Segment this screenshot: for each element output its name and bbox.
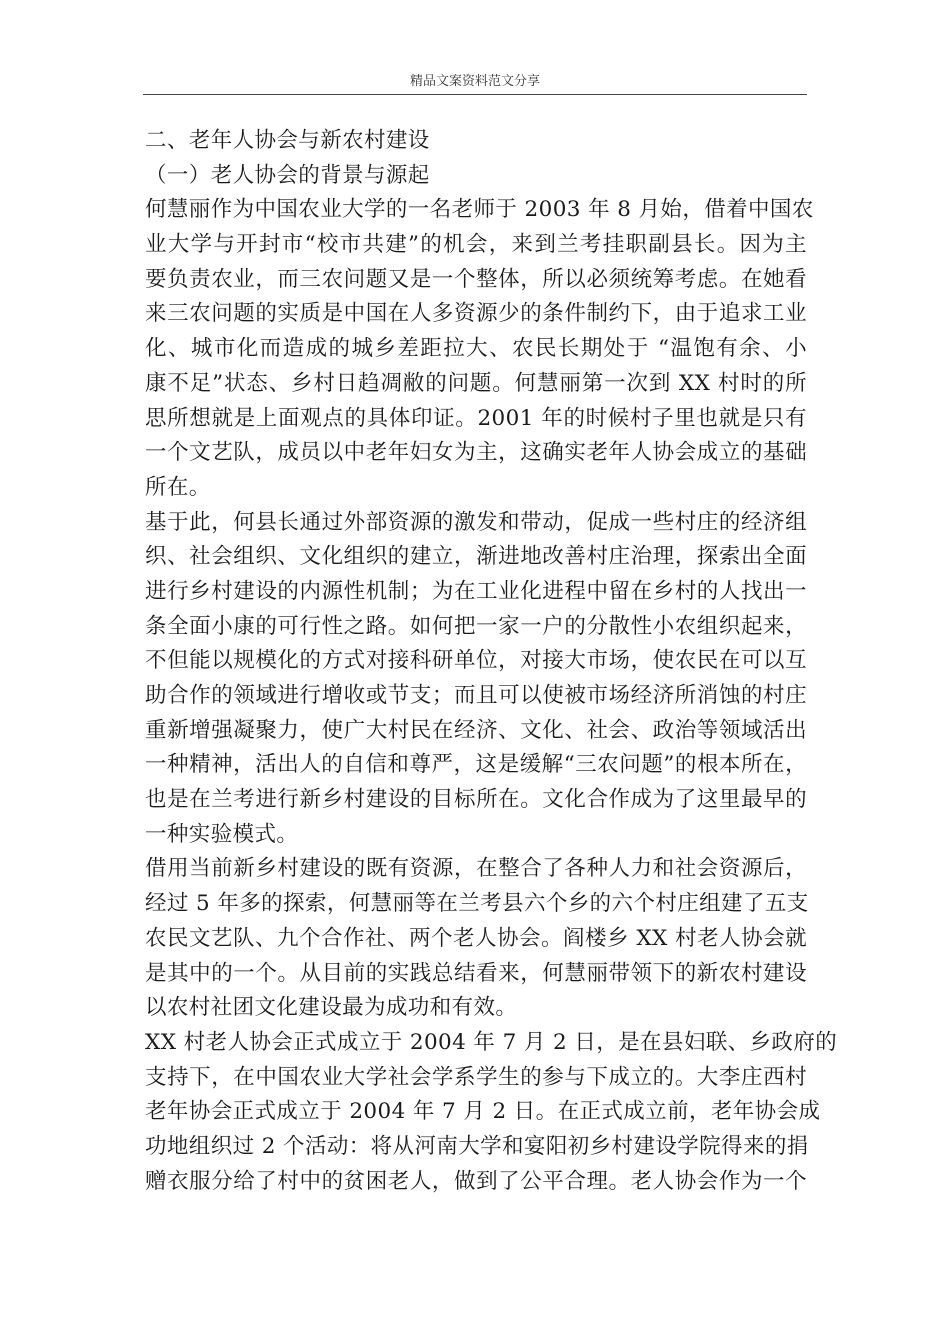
subsection-heading: （一）老人协会的背景与源起 [145,162,430,188]
text-line: XX 村老人协会正式成立于 2004 年 7 月 2 日，是在县妇联、乡政府的 [145,1029,838,1055]
text-line: 一种实验模式。 [145,821,299,847]
text-line: 一种精神，活出人的自信和尊严，这是缓解“三农问题”的根本所在， [145,752,807,778]
text-line: 来三农问题的实质是中国在人多资源少的条件制约下，由于追求工业 [145,301,807,327]
text-line: 借用当前新乡村建设的既有资源，在整合了各种人力和社会资源后， [145,856,807,882]
text-line: 条全面小康的可行性之路。如何把一家一户的分散性小农组织起来， [145,613,807,639]
section-heading: 二、老年人协会与新农村建设 [145,128,430,153]
header-divider [143,94,807,95]
text-line: 业大学与开封市“校市共建”的机会，来到兰考挂职副县长。因为主 [145,232,807,258]
page-header: 精品文案资料范文分享 [409,74,540,89]
text-line: 老年协会正式成立于 2004 年 7 月 2 日。在正式成立前，老年协会成 [145,1099,821,1125]
text-line: 思所想就是上面观点的具体印证。2001 年的时候村子里也就是只有 [145,405,807,431]
text-line: 以农村社团文化建设最为成功和有效。 [145,995,518,1021]
text-line: 功地组织过 2 个活动：将从河南大学和宴阳初乡村建设学院得来的捐 [145,1133,809,1159]
text-line: 化、城市化而造成的城乡差距拉大、农民长期处于 “温饱有余、小 [145,336,807,362]
text-line: 所在。 [145,474,211,500]
text-line: 经过 5 年多的探索，何慧丽等在兰考县六个乡的六个村庄组建了五支 [145,891,809,917]
text-line: 康不足”状态、乡村日趋凋敝的问题。何慧丽第一次到 XX 村时的所 [145,370,807,396]
text-line: 也是在兰考进行新乡村建设的目标所在。文化合作成为了这里最早的 [145,787,807,813]
text-line: 助合作的领域进行增收或节支；而且可以使被市场经济所消蚀的村庄 [145,683,807,708]
text-line: 重新增强凝聚力，使广大村民在经济、文化、社会、政治等领域活出 [145,717,807,743]
text-line: 何慧丽作为中国农业大学的一名老师于 2003 年 8 月始，借着中国农 [145,197,814,223]
text-line: 支持下，在中国农业大学社会学系学生的参与下成立的。大李庄西村 [145,1064,807,1090]
text-line: 一个文艺队，成员以中老年妇女为主，这确实老年人协会成立的基础 [145,440,807,466]
text-line: 赠衣服分给了村中的贫困老人，做到了公平合理。老人协会作为一个 [145,1168,807,1194]
text-line: 进行乡村建设的内源性机制；为在工业化进程中留在乡村的人找出一 [145,578,807,604]
document-body [145,124,838,1199]
text-line: 不但能以规模化的方式对接科研单位，对接大市场，使农民在可以互 [145,648,807,674]
text-line: 织、社会组织、文化组织的建立，渐进地改善村庄治理，探索出全面 [145,544,807,570]
text-line: 基于此，何县长通过外部资源的激发和带动，促成一些村庄的经济组 [145,509,807,535]
text-line: 农民文艺队、九个合作社、两个老人协会。阎楼乡 XX 村老人协会就 [145,925,807,951]
text-line: 是其中的一个。从目前的实践总结看来，何慧丽带领下的新农村建设 [145,960,807,986]
text-line: 要负责农业，而三农问题又是一个整体，所以必须统筹考虑。在她看 [145,266,807,292]
